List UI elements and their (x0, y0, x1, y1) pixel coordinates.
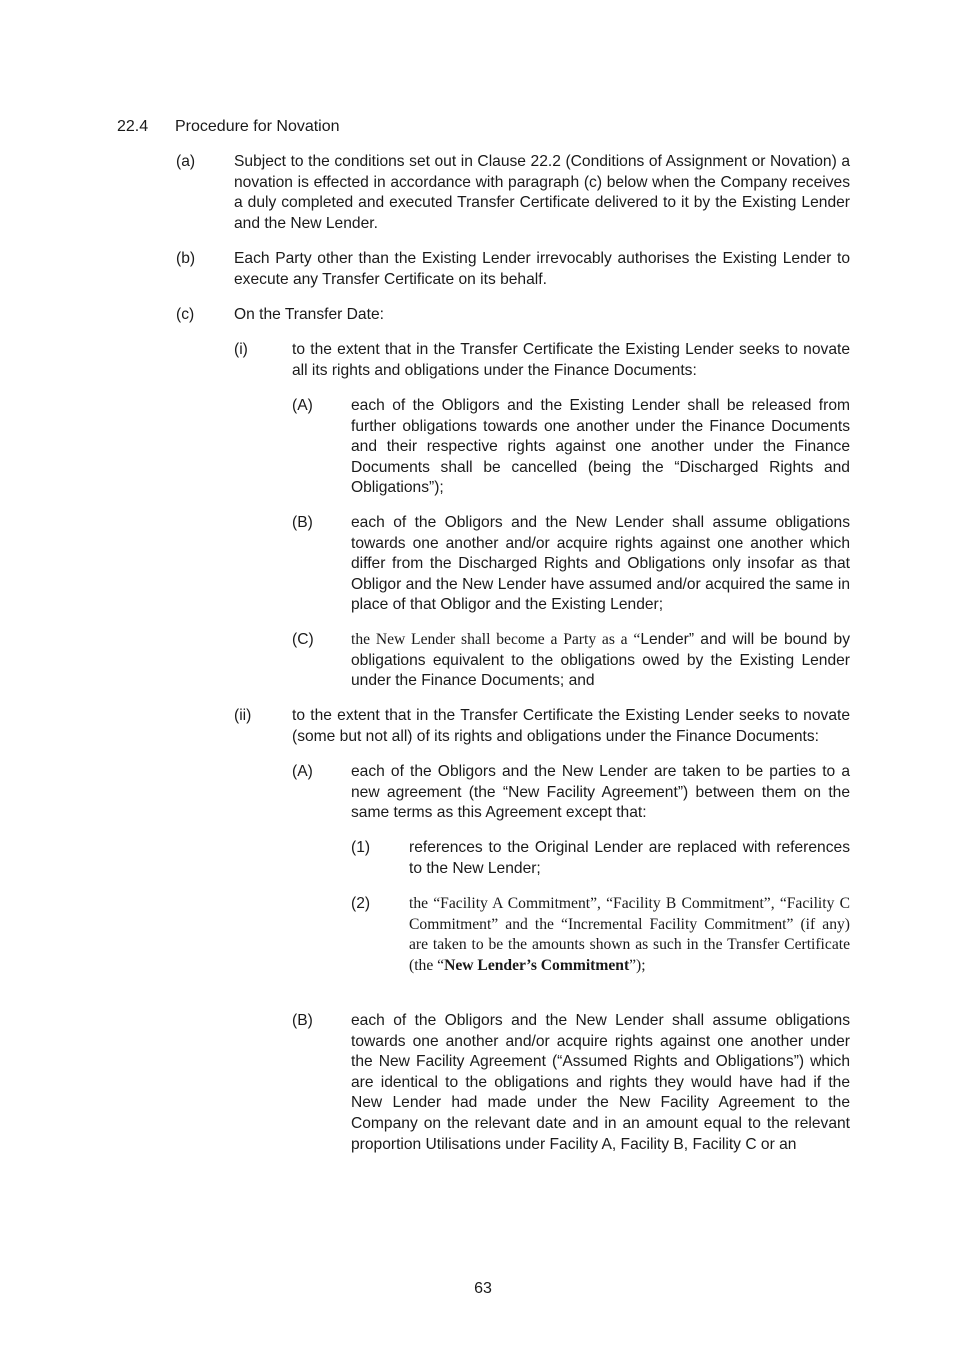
defined-term: Discharged Rights and Obligations (351, 458, 850, 497)
para-a-text: Subject to the conditions set out in Clause 22.2 (Conditions of Assignment or Novation) a novation is effected in accordance with paragraph (c) below when the Company receives a duly completed and executed Transfer Certificate delivered to it by the Existing Lender and the New Lender. (234, 153, 850, 232)
para-c-label: (c) (176, 306, 195, 323)
defined-term: New Facility Agreement (508, 783, 678, 801)
sub-ii-text: to the extent that in the Transfer Certificate the Existing Lender seeks to novate (some but not all) of its rights and obligations under the Finance Documents: (292, 707, 850, 745)
sub-i-c-text: the New Lender shall become a Party as a “Lender” and will be bound by obligations equivalent to the obligations owed by the Existing Lender under the Finance Documents; and (351, 631, 850, 690)
sub-ii-label: (ii) (234, 707, 252, 724)
para-a-label: (a) (176, 153, 196, 170)
sub-ii-a-text: each of the Obligors and the New Lender are taken to be parties to a new agreement (the “New Facility Agreement”) between them on the same terms as this Agreement except that: (351, 763, 851, 822)
para-b-label: (b) (176, 250, 196, 267)
clause-number: 22.4 (117, 118, 149, 135)
para-c-text: On the Transfer Date: (234, 306, 384, 323)
sub-i-b-label: (B) (292, 514, 313, 531)
defined-term: Lender (640, 631, 689, 648)
sub-ii-a-1-label: (1) (351, 839, 371, 856)
para-b-text: Each Party other than the Existing Lender irrevocably authorises the Existing Lender to execute any Transfer Certificate on its behalf. (234, 250, 850, 288)
sub-ii-b-label: (B) (292, 1012, 313, 1029)
sub-i-text: to the extent that in the Transfer Certificate the Existing Lender seeks to novate all its rights and obligations under the Finance Documents: (292, 341, 850, 379)
page-number: 63 (474, 1280, 492, 1297)
sub-i-label: (i) (234, 341, 248, 358)
sub-i-a-label: (A) (292, 397, 313, 414)
sub-i-c-label: (C) (292, 631, 314, 648)
defined-term: New Lender’s Commitment (444, 956, 630, 974)
sub-ii-a-label: (A) (292, 763, 313, 780)
sub-i-a-text: each of the Obligors and the Existing Lender shall be released from further obligations towards one another under the Finance Documents and their respective rights against one another under the Finance Documents shall be cancelled (being the “Discharged Rights and Obligations”); (351, 397, 850, 497)
sub-i-b-text: each of the Obligors and the New Lender shall assume obligations towards one another and/or acquire rights against one another which differ from the Discharged Rights and Obligations only insofar as that Obligor and the New Lender have assumed and/or acquired the same in place of that Obligor and the Existing Lender; (351, 514, 850, 614)
defined-term: Assumed Rights and Obligations (562, 1053, 794, 1071)
sub-ii-a-2-label: (2) (351, 895, 371, 912)
sub-ii-b-text: each of the Obligors and the New Lender shall assume obligations towards one another and/or acquire rights against one another under the New Facility Agreement (“Assumed Rights and Obligations”) which are identical to the obligations and rights they would have had if the New Lender had made under the New Facility Agreement to the Company on the relevant date and in an amount equal to the relevant proportion Utilisations under Facility A, Facility B, Facility C or an (351, 1012, 850, 1153)
sub-ii-a-2-text: the “Facility A Commitment”, “Facility B Commitment”, “Facility C Commitment” and the “Incremental Facility Commitment” (if any) are taken to be the amounts shown as such in the Transfer Certificate (the “New Lender’s Commitment”); (409, 895, 850, 974)
clause-heading (117, 117, 340, 138)
sub-ii-a-1-text: references to the Original Lender are replaced with references to the New Lender; (409, 839, 850, 877)
clause-title: Procedure for Novation (175, 118, 340, 135)
